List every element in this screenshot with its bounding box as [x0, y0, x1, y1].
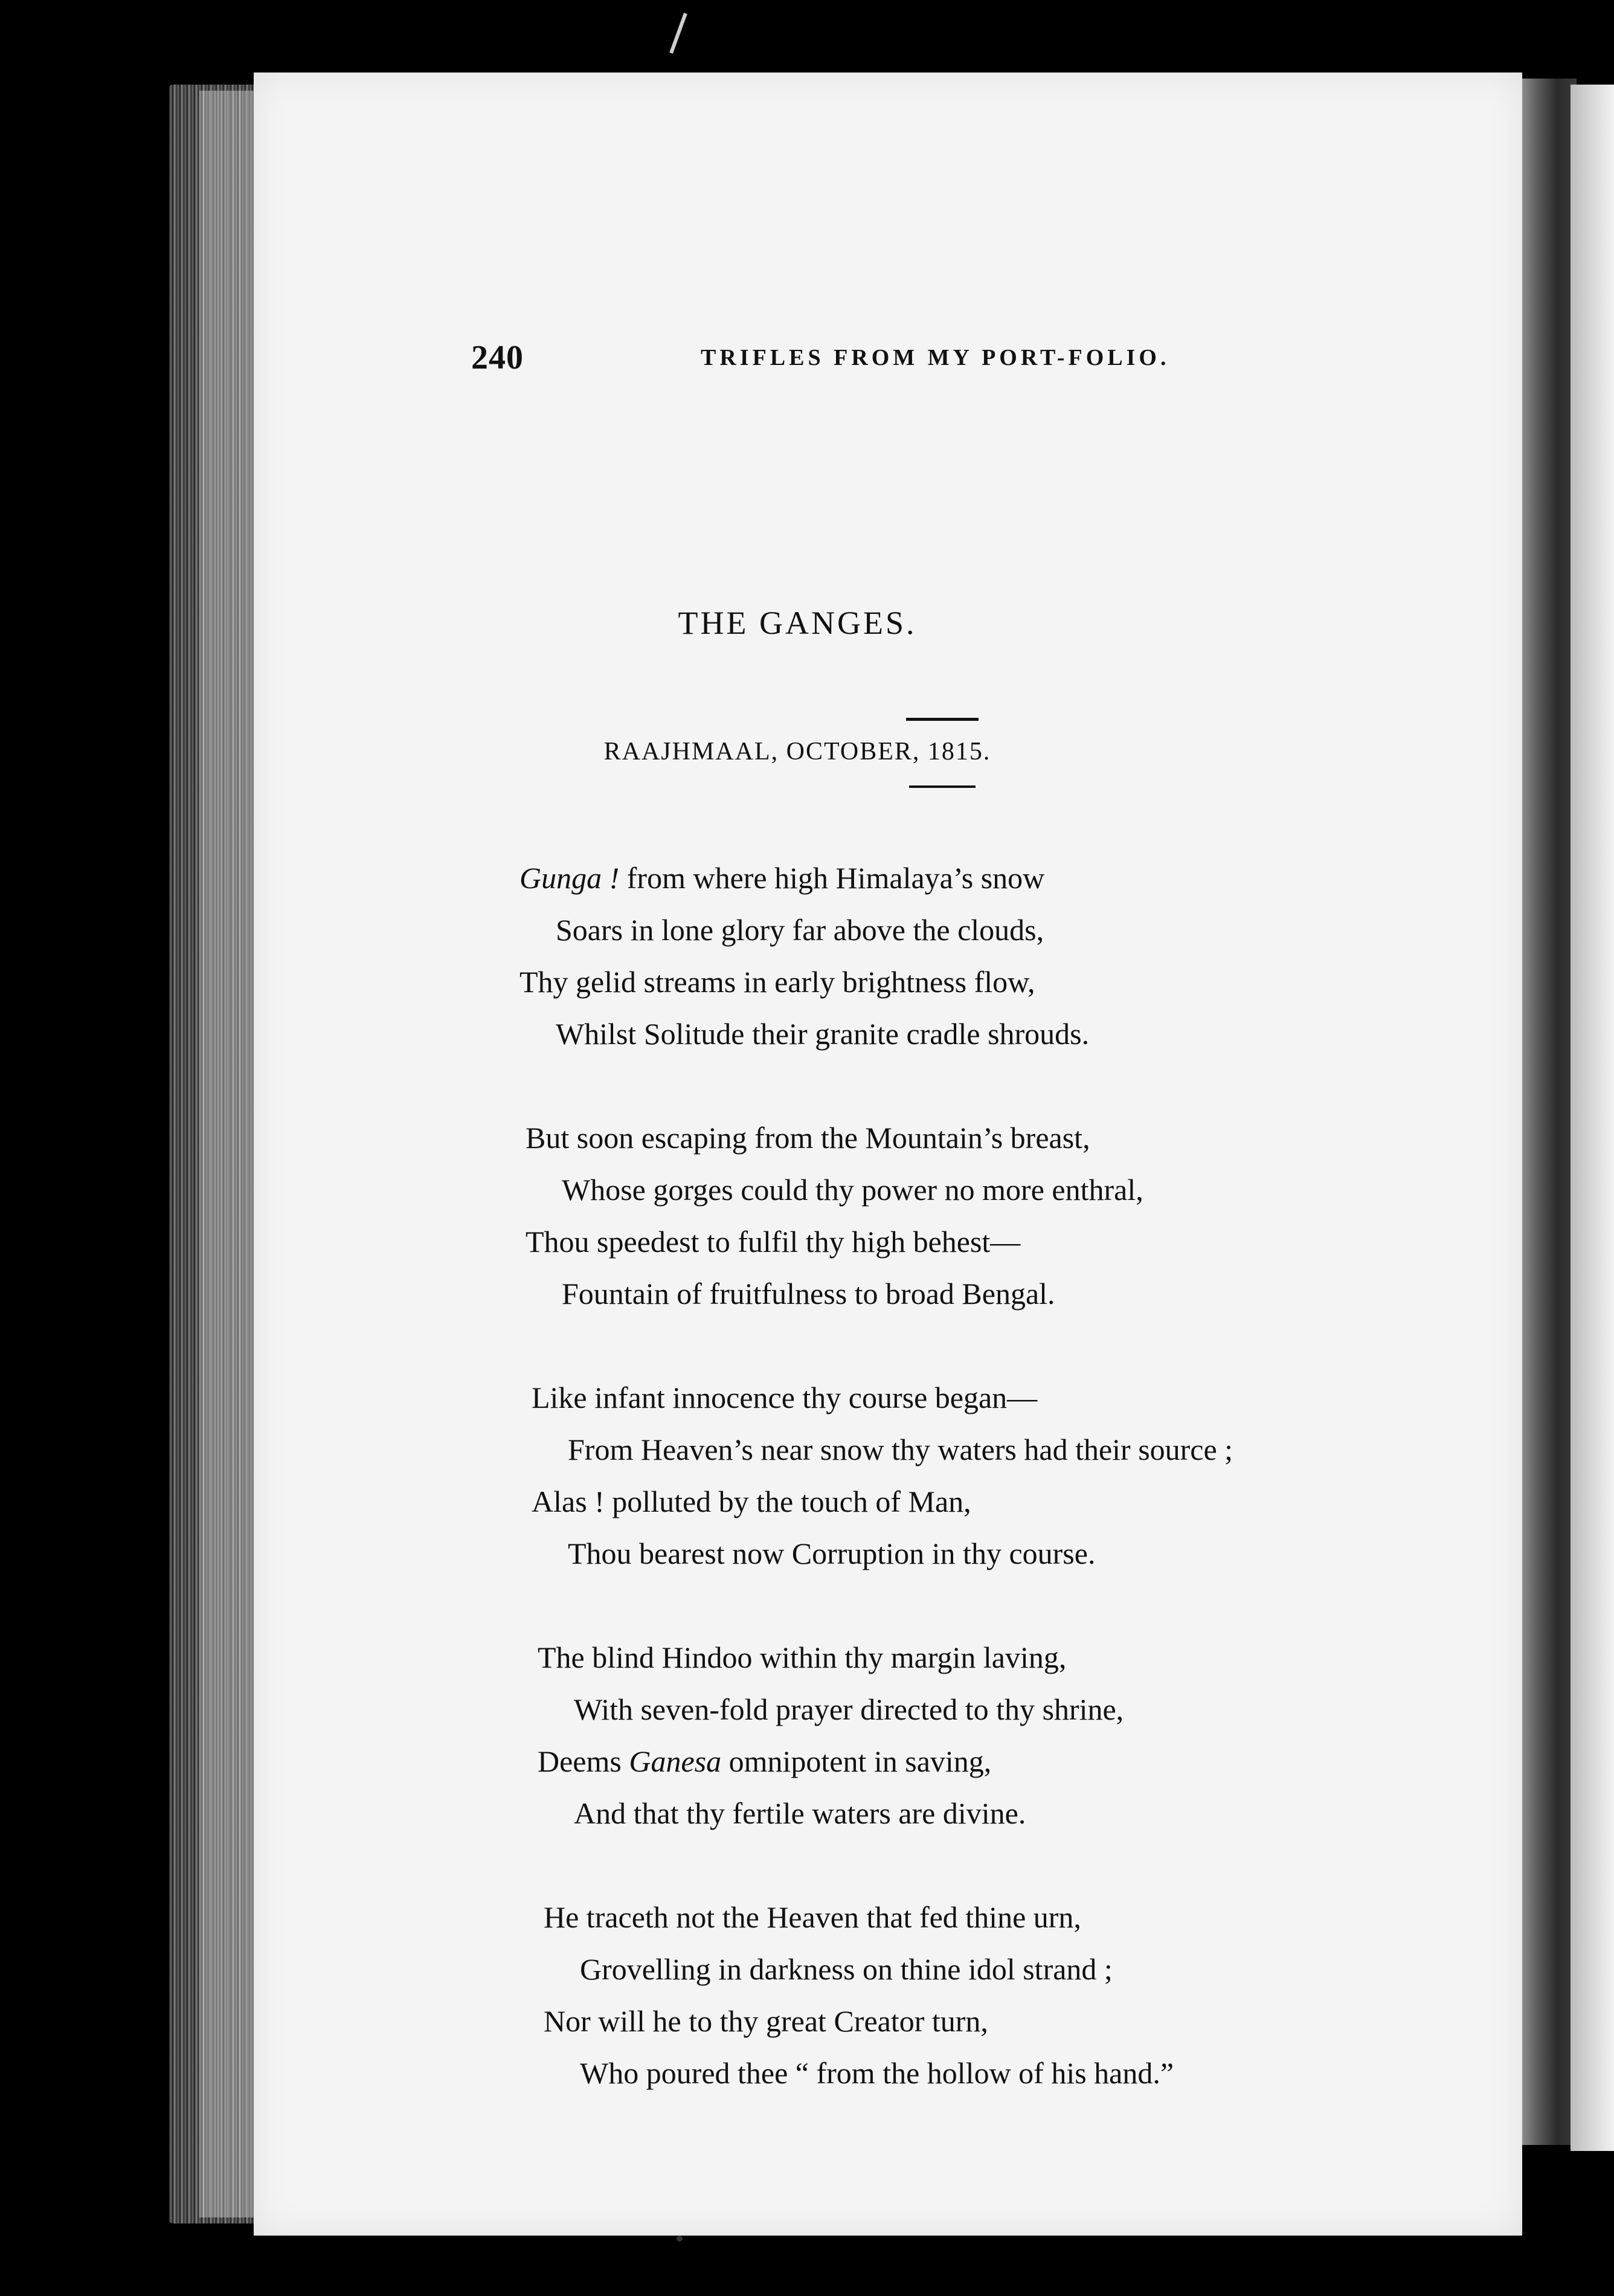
poem-body: [519, 852, 1614, 2151]
title-rule: [906, 718, 979, 721]
page-sheet: [254, 73, 1522, 2236]
poem-line: He traceth not the Heaven that fed thine urn,: [544, 1900, 1081, 1934]
stanza: [544, 1891, 1614, 2099]
poem-line: Fountain of fruitfulness to broad Bengal.: [562, 1277, 1055, 1311]
poem-line: Whose gorges could thy power no more enthral,: [562, 1173, 1143, 1207]
poem-line: Nor will he to thy great Creator turn,: [544, 2004, 988, 2038]
poem-line: Thy gelid streams in early brightness flow,: [519, 965, 1035, 999]
poem-dateline: RAAJHMAAL, OCTOBER, 1815.: [603, 738, 991, 766]
poem-line: Grovelling in darkness on thine idol strand ;: [580, 1952, 1113, 1986]
poem-line-text: omnipotent in saving,: [721, 1744, 992, 1778]
poem-line: And that thy fertile waters are divine.: [574, 1796, 1026, 1830]
scan-mark: [669, 13, 687, 54]
stanza: [519, 852, 1614, 1060]
stanza: [538, 1631, 1614, 1839]
poem-line: With seven-fold prayer directed to thy shrine,: [574, 1692, 1124, 1726]
poem-line: But soon escaping from the Mountain’s breast,: [526, 1121, 1090, 1155]
poem-title: THE GANGES.: [678, 605, 917, 641]
poem-line: Alas ! polluted by the touch of Man,: [532, 1485, 971, 1518]
poem-line: From Heaven’s near snow thy waters had their source ;: [568, 1433, 1233, 1466]
poem-line-italic: Gunga !: [519, 861, 620, 895]
running-head-title: TRIFLES FROM MY PORT-FOLIO.: [701, 345, 1170, 370]
poem-line: [519, 852, 1614, 904]
stanza: [532, 1372, 1614, 1579]
poem-line-text: from where high Himalaya’s snow: [619, 861, 1045, 895]
poem-line: Soars in lone glory far above the clouds,: [556, 913, 1044, 947]
poem-line: Who poured thee “ from the hollow of his hand.”: [580, 2056, 1174, 2090]
poem-line: [538, 1735, 1614, 1787]
ink-speck: [677, 2236, 683, 2242]
poem-line: Thou bearest now Corruption in thy course.: [568, 1537, 1096, 1570]
poem-line: Thou speedest to fulfil thy high behest—: [526, 1225, 1021, 1259]
poem-line: The blind Hindoo within thy margin laving,: [538, 1640, 1067, 1674]
poem-line-text: Deems: [538, 1744, 629, 1778]
poem-line: Whilst Solitude their granite cradle shrouds.: [556, 1017, 1090, 1051]
stanza: [526, 1112, 1614, 1320]
page-number: 240: [471, 339, 524, 376]
poem-line-italic: Ganesa: [629, 1744, 722, 1778]
poem-line: Like infant innocence thy course began—: [532, 1381, 1038, 1414]
dateline-rule: [909, 785, 976, 788]
